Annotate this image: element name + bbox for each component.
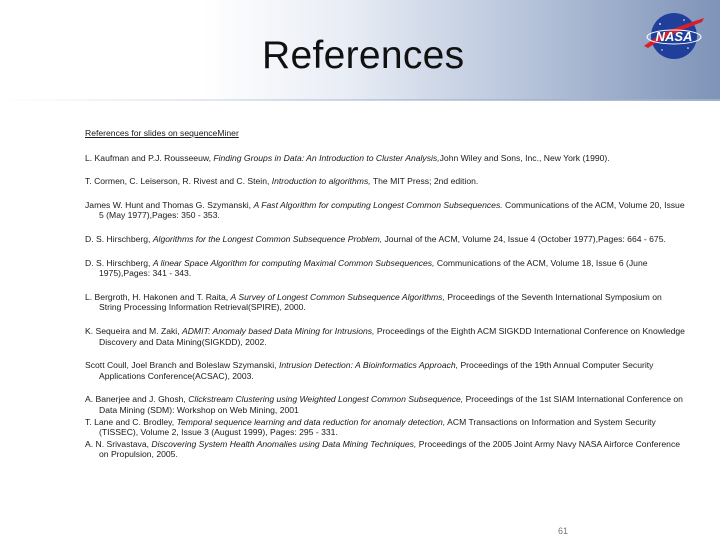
reference-authors: A. N. Srivastava,: [85, 438, 152, 449]
references-body: [85, 128, 685, 461]
reference-authors: K. Sequeira and M. Zaki,: [85, 325, 182, 336]
reference-source: Proceedings of the 1st SIAM International Conference on Data Mining (SDM): Workshop on Web Mining, 2001: [99, 394, 683, 415]
reference-title: ADMIT: Anomaly based Data Mining for Intrusions,: [181, 325, 375, 336]
reference-title: Algorithms for the Longest Common Subsequence Problem,: [152, 233, 383, 244]
reference-title: Discovering System Health Anomalies using Data Mining Techniques,: [151, 438, 417, 449]
reference-authors: A. Banerjee and J. Ghosh,: [85, 394, 189, 405]
page-number: 61: [558, 526, 569, 536]
reference-title: Introduction to algorithms,: [271, 176, 371, 187]
reference-title: Clickstream Clustering using Weighted Longest Common Subsequence,: [188, 394, 464, 405]
slide-title: References: [262, 34, 465, 77]
reference-title: Intrusion Detection: A Bioinformatics Approach,: [278, 360, 459, 371]
reference-authors: L. Kaufman and P.J. Rousseeuw,: [85, 152, 214, 163]
reference-item: [85, 360, 685, 381]
reference-source: Journal of the ACM, Volume 24, Issue 4 (October 1977),Pages: 664 - 675.: [382, 233, 666, 244]
reference-source: Communications of the ACM, Volume 18, Issue 6 (June 1975),Pages: 341 - 343.: [99, 257, 648, 279]
reference-source: The MIT Press; 2nd edition.: [370, 176, 479, 187]
reference-authors: James W. Hunt and Thomas G. Szymanski,: [85, 199, 254, 210]
reference-authors: L. Bergroth, H. Hakonen and T. Raita,: [85, 291, 231, 302]
reference-item: [85, 292, 685, 313]
reference-item: [85, 176, 685, 187]
reference-item: [85, 258, 685, 279]
reference-item: [85, 326, 685, 347]
reference-authors: T. Cormen, C. Leiserson, R. Rivest and C. Stein,: [85, 176, 272, 187]
reference-source: Proceedings of the Eighth ACM SIGKDD International Conference on Knowledge Discovery and Data Mining(SIGKDD), 2002.: [99, 325, 685, 347]
reference-source: Communications of the ACM, Volume 20, Issue 5 (May 1977),Pages: 350 - 353.: [99, 199, 685, 221]
reference-source: Proceedings of the 19th Annual Computer Security Applications Conference(ACSAC), 2003.: [99, 360, 654, 381]
header-divider: [0, 99, 720, 101]
reference-title: Finding Groups in Data: An Introduction to Cluster Analysis,: [213, 152, 440, 163]
reference-item: [85, 200, 685, 221]
reference-title: Temporal sequence learning and data reduction for anomaly detection,: [176, 416, 446, 427]
reference-item: [85, 234, 685, 245]
reference-source: John Wiley and Sons, Inc., New York (1990).: [439, 152, 610, 163]
reference-authors: D. S. Hirschberg,: [85, 257, 153, 268]
reference-authors: Scott Coull, Joel Branch and Boleslaw Szymanski,: [85, 360, 279, 371]
reference-authors: T. Lane and C. Brodley,: [85, 416, 177, 427]
svg-text:NASA: NASA: [655, 29, 693, 44]
reference-title: A Survey of Longest Common Subsequence Algorithms,: [230, 291, 445, 302]
reference-item: [85, 417, 685, 438]
reference-source: Proceedings of the 2005 Joint Army Navy NASA Airforce Conference on Propulsion, 2005.: [99, 438, 681, 460]
reference-title: A linear Space Algorithm for computing Maximal Common Subsequences,: [152, 257, 435, 268]
nasa-logo: [640, 8, 708, 64]
reference-title: A Fast Algorithm for computing Longest Common Subsequences.: [253, 199, 503, 210]
reference-item: [85, 153, 685, 164]
reference-authors: D. S. Hirschberg,: [85, 233, 153, 244]
reference-source: Proceedings of the Seventh International Symposium on String Processing Information Retrieval(SPIRE), 2000.: [99, 291, 662, 313]
reference-item: [85, 394, 685, 415]
reference-item: [85, 439, 685, 460]
references-heading: References for slides on sequenceMiner: [85, 128, 239, 138]
reference-source: ACM Transactions on Information and System Security (TISSEC), Volume 2, Issue 3 (August 1999), Pages: 295 - 331.: [99, 416, 656, 438]
